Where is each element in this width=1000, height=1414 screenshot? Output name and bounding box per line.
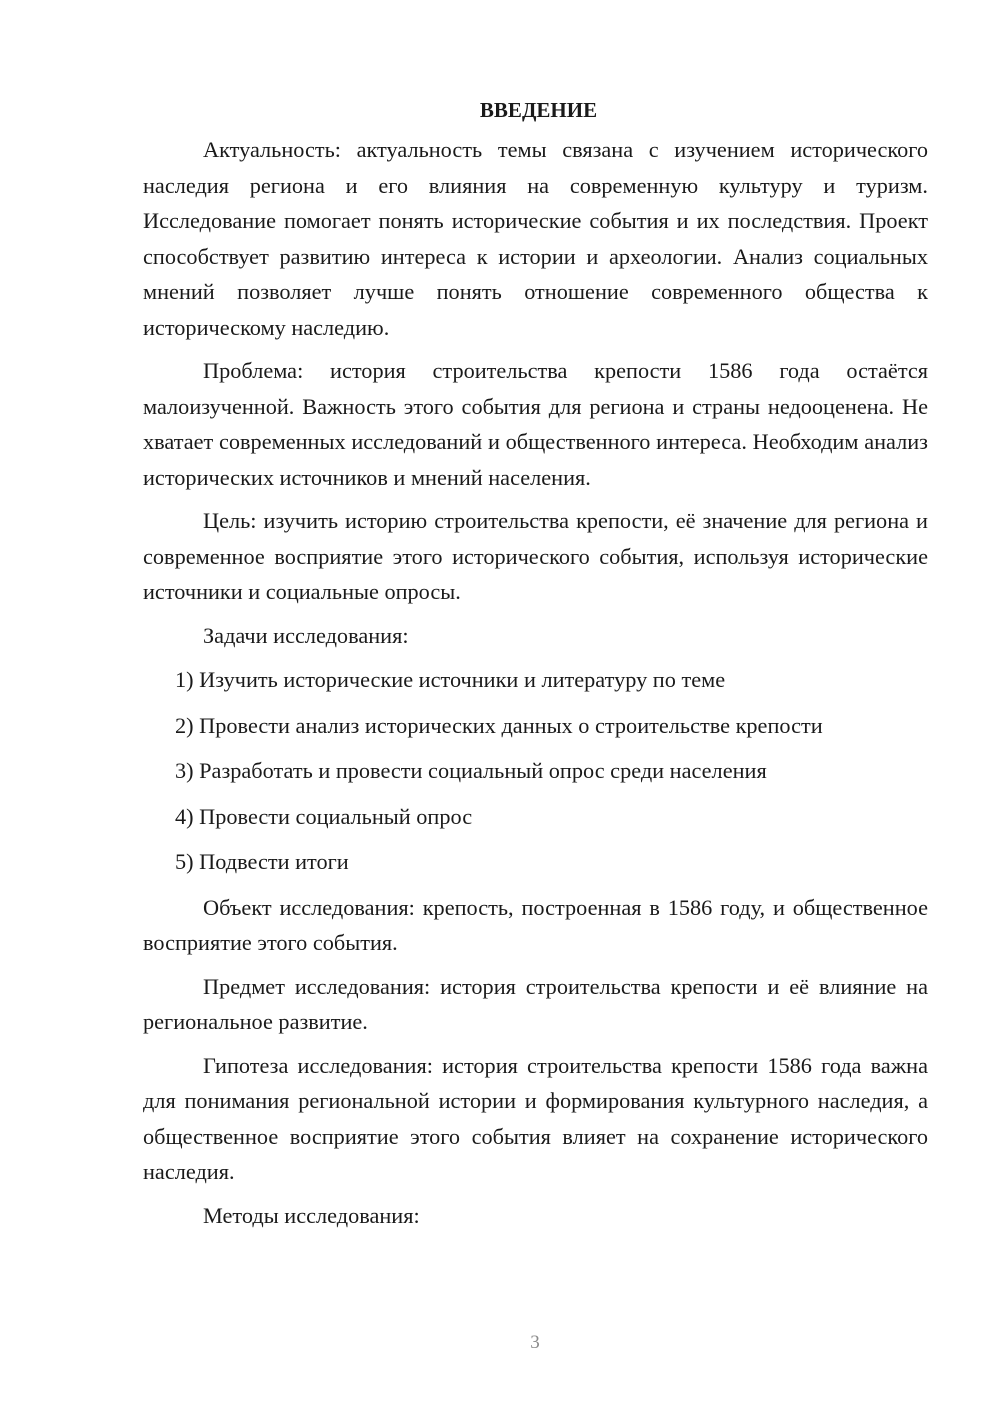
task-item: 1) Изучить исторические источники и литературу по теме — [175, 667, 726, 692]
relevance-paragraph: Актуальность: актуальность темы связана с изучением исторического наследия региона и его влияния на современную культуру и туризм. Исследование помогает понять исторические события и их последствия. Проект способствует развитию интереса к истории и археологии. Анализ социальных мнений позволяет лучше понять отношение современного общества к историческому наследию. — [143, 137, 928, 340]
page-title: ВВЕДЕНИЕ — [479, 98, 598, 122]
problem-paragraph: Проблема: история строительства крепости 1586 года остаётся малоизученной. Важность этого события для региона и страны недооценена. Не хватает современных исследований и общественного интереса. Необходим анализ исторических источников и мнений населения. — [143, 358, 928, 490]
tasks-list — [143, 662, 928, 880]
goal-paragraph: Цель: изучить историю строительства крепости, её значение для региона и современное восприятие этого исторического события, используя исторические источники и социальные опросы. — [143, 508, 928, 604]
subject-paragraph: Предмет исследования: история строительства крепости и её влияние на региональное развитие. — [143, 973, 928, 1034]
task-item: 4) Провести социальный опрос — [175, 803, 473, 829]
document-page — [143, 92, 928, 1242]
object-paragraph: Объект исследования: крепость, построенная в 1586 году, и общественное восприятие этого события. — [143, 894, 928, 955]
task-item: 5) Подвести итоги — [175, 849, 349, 874]
page-number: 3 — [530, 1332, 540, 1353]
methods-heading: Методы исследования: — [203, 1202, 420, 1228]
tasks-heading: Задачи исследования: — [203, 622, 409, 648]
task-item: 2) Провести анализ исторических данных о строительстве крепости — [175, 712, 823, 738]
hypothesis-paragraph: Гипотеза исследования: история строительства крепости 1586 года важна для понимания региональной истории и формирования культурного наследия, а общественное восприятие этого события влияет на сохранение исторического наследия. — [143, 1052, 928, 1184]
task-item: 3) Разработать и провести социальный опрос среди населения — [175, 758, 767, 783]
